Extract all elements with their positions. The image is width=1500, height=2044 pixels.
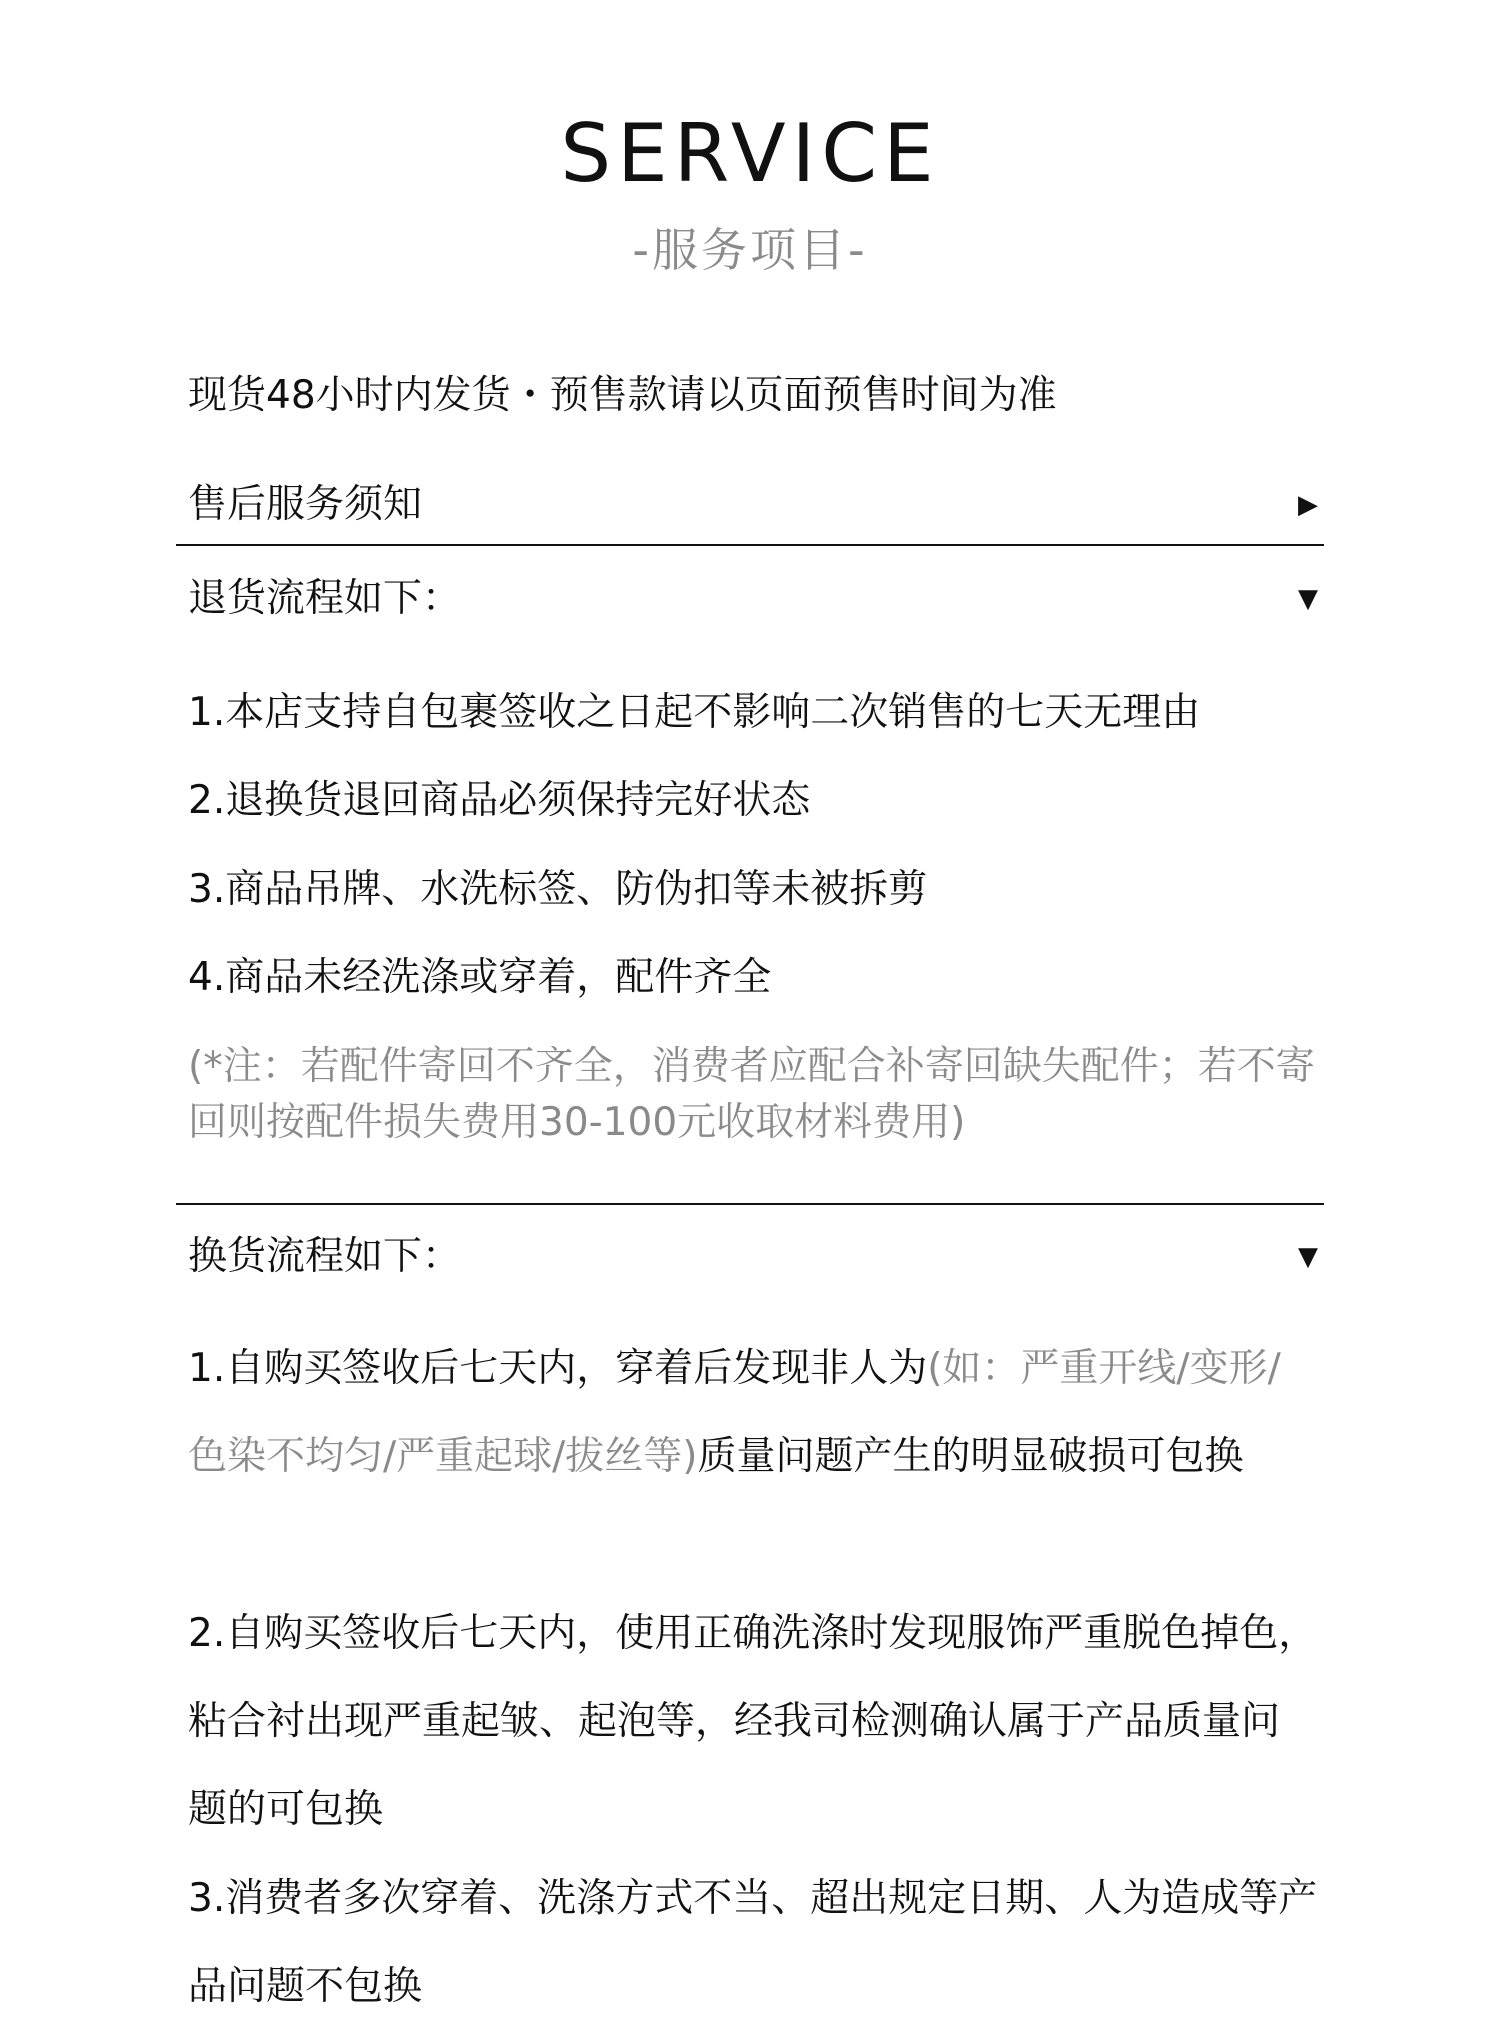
exchanges-header[interactable] [188, 1229, 1318, 1285]
shipping-notice: 现货48小时内发货・预售款请以页面预售时间为准 [188, 373, 1057, 418]
section-divider [176, 1203, 1324, 1205]
exchange-item-2: 2.自购买签收后七天内，使用正确洗涤时发现服饰严重脱色掉色，粘合衬出现严重起皱、起泡等，经我司检测确认属于产品质量问题的可包换 [188, 1611, 1318, 1832]
return-item-4: 4.商品未经洗涤或穿着，配件齐全 [188, 955, 772, 1000]
collapse-arrow-icon[interactable]: ▼ [1298, 584, 1318, 614]
return-item-3: 3.商品吊牌、水洗标签、防伪扣等未被拆剪 [188, 867, 928, 912]
return-note: (*注：若配件寄回不齐全，消费者应配合补寄回缺失配件；若不寄回则按配件损失费用30-100元收取材料费用) [188, 1044, 1315, 1145]
return-item-2: 2.退换货退回商品必须保持完好状态 [188, 778, 811, 823]
return-item-1: 1.本店支持自包裹签收之日起不影响二次销售的七天无理由 [188, 690, 1201, 735]
page-title: SERVICE [560, 107, 940, 200]
exchange-item-1-suffix: 质量问题产生的明显破损可包换 [697, 1434, 1244, 1479]
section-divider [176, 544, 1324, 546]
after-sales-label: 售后服务须知 [188, 482, 423, 527]
exchanges-label: 换货流程如下： [188, 1234, 462, 1279]
exchange-item-1 [188, 1325, 1318, 1501]
returns-label: 退货流程如下： [188, 576, 462, 621]
returns-header[interactable] [188, 571, 1318, 627]
exchange-item-1-examples: (如：严重开线/变形/色染不均匀/严重起球/拔丝等) [188, 1346, 1281, 1479]
expand-arrow-icon[interactable]: ▶ [1298, 490, 1318, 520]
exchange-item-3: 3.消费者多次穿着、洗涤方式不当、超出规定日期、人为造成等产品问题不包换 [188, 1876, 1318, 2009]
after-sales-header[interactable] [188, 477, 1318, 533]
collapse-arrow-icon[interactable]: ▼ [1298, 1242, 1318, 1272]
page-subtitle: -服务项目- [632, 223, 868, 277]
exchange-item-1-text: 1.自购买签收后七天内，穿着后发现非人为 [188, 1346, 928, 1391]
